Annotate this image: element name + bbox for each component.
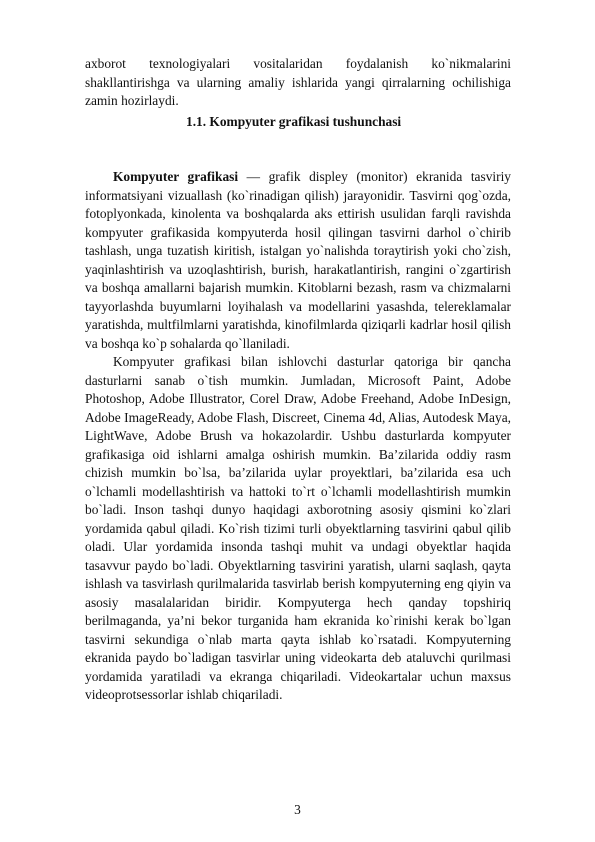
definition-text: — grafik displey (monitor) ekranida tasviriy informatsiyani vizuallash (ko`rinadigan qilish) jarayonidir. Tasvirni qog`ozda, fotoplyonkada, kinolenta va boshqalarda aks ettirish usulidan farqli ravishda kompyuter grafikasida kompyuterda hosil qilingan tasvirni darhol o`chirib tashlash, unga tuzatish kiritish, istalgan yo`nalishda toraytirish yoki cho`zish, yaqinlashtirish va uzoqlashtirish, burish, harakatlantirish, rangini o`zgartirish va boshqa amallarni bajarish mumkin. Kitoblarni bezash, rasm va chizmalarni tayyorlashda buyumlarni loyihalash va modellarini yasashda, telereklamalar yaratishda, multfilmlarni yaratishda, kinofilmlarda qiziqarli kadrlar hosil qilish va boshqa ko`p sohalarda qo`llaniladi. — [85, 169, 511, 351]
heading-spacer — [85, 131, 511, 168]
document-body — [85, 55, 511, 705]
paragraph-definition — [85, 168, 511, 353]
intro-paragraph: axborot texnologiyalari vositalaridan foydalanish ko`nikmalarini shakllantirishga va ularning amaliy ishlarida yangi qirralarning ochilishiga zamin hozirlaydi. — [85, 56, 511, 108]
section-heading: 1.1. Kompyuter grafikasi tushunchasi — [186, 113, 402, 129]
paragraph-software: Kompyuter grafikasi bilan ishlovchi dasturlar qatoriga bir qancha dasturlarni sanab o`tish mumkin. Jumladan, Microsoft Paint, Adobe Photoshop, Adobe Illustrator, Corel Draw, Adobe Freehand, Adobe InDesign, Adobe ImageReady, Adobe Flash, Discreet, Cinema 4d, Alias, Autodesk Maya, LightWave, Adobe Brush va hokazolardir. Ushbu dasturlarda kompyuter grafikasiga oid ishlarni amalga oshirish mumkin. Ba’zilarida oddiy rasm chizish mumkin bo`lsa, ba’zilarida uylar proyektlari, ba’zilarida esa uch o`lchamli modellashtirish va hattoki to`rt o`lchamli modellashtirish mumkin bo`ladi. Inson tashqi dunyo haqidagi axborotning asosiy qismini ko`zlari yordamida qabul qiladi. Ko`rish tizimi turli obyektlarning tasvirini qabul qilib oladi. Ular yordamida insonda tashqi muhit va undagi obyektlar haqida tasavvur paydo bo`ladi. Obyektlarning tasvirini yaratish, ularni saqlash, qayta ishlash va tasvirlash qurilmalarida tasvirlab berish kompyuterning eng qiyin va asosiy masalalaridan biridir. Kompyuterga hech qanday topshiriq berilmaganda, ya’ni bekor turganida ham ekranida ko`rinishi kerak bo`lgan tasvirni sekundiga o`nlab marta qayta ishlab ko`rsatadi. Kompyuterning ekranida paydo bo`ladigan tasvirlar uning videokarta deb ataluvchi qurilmasi yordamida yaratiladi va ekranga chiqariladi. Videokartalar uchun maxsus videoprotsessorlar ishlab chiqariladi. — [85, 354, 511, 702]
page-number: 3 — [294, 802, 301, 817]
defined-term: Kompyuter grafikasi — [113, 169, 239, 184]
